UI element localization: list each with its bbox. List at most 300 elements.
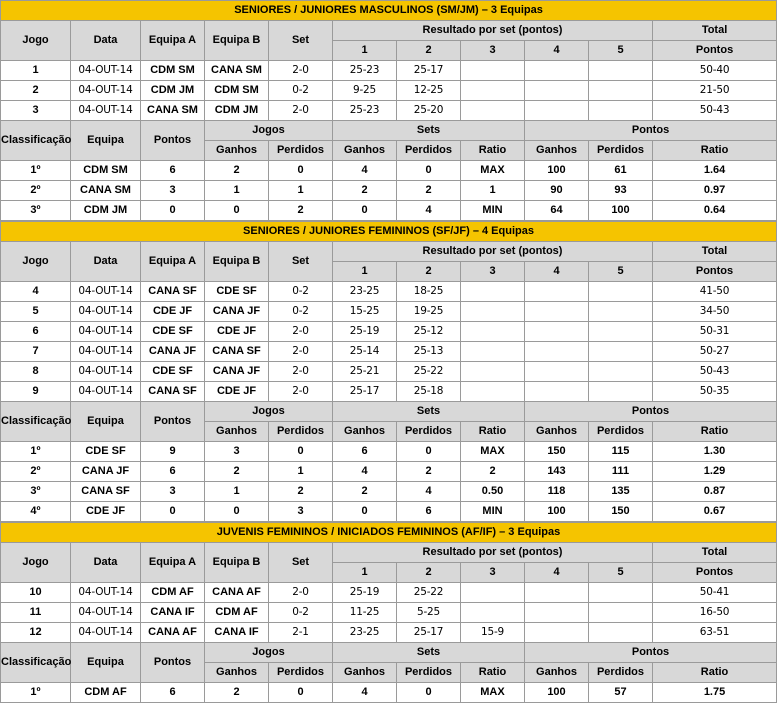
col-set-s4: 4 [525,262,589,282]
col-pontos-ganhos: Ganhos [525,422,589,442]
game-total: 50-40 [653,61,777,81]
game-score-s5 [589,362,653,382]
standing-pontos-ratio: 1.64 [653,161,777,181]
standing-sets-ganhos: 4 [333,161,397,181]
col-classificacao: Classificação [1,121,71,161]
game-total: 50-27 [653,342,777,362]
col-total: Total [653,242,777,262]
game-jogo: 5 [1,302,71,322]
section-title-row [1,523,777,543]
game-score-s1: 25-21 [333,362,397,382]
game-score-s3 [461,81,525,101]
standing-sets-perdidos: 0 [397,683,461,703]
standing-pontos-ganhos: 143 [525,462,589,482]
col-set-s3: 3 [461,563,525,583]
col-pontos-group: Pontos [525,402,777,422]
standing-pos: 1º [1,683,71,703]
game-score-s1: 11-25 [333,603,397,623]
game-score-s2: 18-25 [397,282,461,302]
col-pontos-group: Pontos [525,643,777,663]
game-set: 2-0 [269,583,333,603]
col-set-s5: 5 [589,563,653,583]
standing-row [1,482,777,502]
standing-pos: 1º [1,442,71,462]
col-jogos-ganhos: Ganhos [205,141,269,161]
game-equipa-a: CANA AF [141,623,205,643]
standing-row [1,502,777,522]
game-total: 21-50 [653,81,777,101]
col-pontos: Pontos [653,563,777,583]
standing-pontos-ratio: 1.30 [653,442,777,462]
standing-pontos: 3 [141,181,205,201]
game-equipa-a: CDM JM [141,81,205,101]
game-row [1,302,777,322]
game-equipa-a: CANA SM [141,101,205,121]
game-data: 04-OUT-14 [71,583,141,603]
game-score-s3 [461,61,525,81]
standing-pontos: 6 [141,161,205,181]
game-score-s3 [461,583,525,603]
col-set-s2: 2 [397,262,461,282]
standing-jogos-perdidos: 0 [269,683,333,703]
standing-pontos-perdidos: 100 [589,201,653,221]
col-set-s4: 4 [525,563,589,583]
game-data: 04-OUT-14 [71,362,141,382]
col-jogos: Jogos [205,643,333,663]
standing-jogos-perdidos: 1 [269,462,333,482]
col-resultado: Resultado por set (pontos) [333,242,653,262]
standing-sets-ratio: MAX [461,161,525,181]
standing-sets-perdidos: 2 [397,181,461,201]
col-pontos: Pontos [653,41,777,61]
standing-jogos-ganhos: 1 [205,181,269,201]
col-pontos-ratio: Ratio [653,422,777,442]
standing-row [1,181,777,201]
game-equipa-a: CANA JF [141,342,205,362]
col-jogos-ganhos: Ganhos [205,663,269,683]
game-score-s2: 25-12 [397,322,461,342]
standing-sets-ratio: 2 [461,462,525,482]
game-row [1,623,777,643]
game-score-s5 [589,583,653,603]
standing-equipa: CANA SF [71,482,141,502]
game-total: 50-35 [653,382,777,402]
game-score-s4 [525,322,589,342]
standing-pontos-perdidos: 111 [589,462,653,482]
standing-pontos: 6 [141,683,205,703]
col-jogos: Jogos [205,121,333,141]
game-score-s4 [525,603,589,623]
game-row [1,61,777,81]
standing-pontos: 0 [141,201,205,221]
col-set-s4: 4 [525,41,589,61]
col-equipa: Equipa [71,402,141,442]
standing-pontos-ganhos: 90 [525,181,589,201]
game-score-s4 [525,101,589,121]
game-row [1,342,777,362]
standing-sets-perdidos: 4 [397,482,461,502]
game-score-s2: 25-18 [397,382,461,402]
game-total: 50-41 [653,583,777,603]
col-jogos: Jogos [205,402,333,422]
standing-pontos-ratio: 0.97 [653,181,777,201]
game-score-s1: 15-25 [333,302,397,322]
game-row [1,583,777,603]
game-equipa-b: CANA JF [205,362,269,382]
game-set: 2-0 [269,342,333,362]
game-set: 0-2 [269,603,333,623]
game-jogo: 3 [1,101,71,121]
standing-pontos-ratio: 1.29 [653,462,777,482]
game-data: 04-OUT-14 [71,282,141,302]
standing-pontos-perdidos: 61 [589,161,653,181]
standing-row [1,442,777,462]
standing-pos: 3º [1,482,71,502]
game-score-s4 [525,362,589,382]
game-score-s3 [461,322,525,342]
col-pontos-class: Pontos [141,402,205,442]
section-table [0,221,777,522]
col-sets-ganhos: Ganhos [333,663,397,683]
game-score-s1: 25-14 [333,342,397,362]
col-sets-ratio: Ratio [461,422,525,442]
col-set-s1: 1 [333,262,397,282]
game-equipa-a: CDE SF [141,362,205,382]
game-score-s1: 25-23 [333,101,397,121]
standings-header-row [1,121,777,141]
standing-sets-ratio: MIN [461,201,525,221]
col-equipa-a: Equipa A [141,242,205,282]
standing-jogos-ganhos: 3 [205,442,269,462]
col-resultado: Resultado por set (pontos) [333,543,653,563]
standing-sets-ratio: 1 [461,181,525,201]
col-pontos-ratio: Ratio [653,141,777,161]
standing-pontos-ganhos: 100 [525,161,589,181]
game-row [1,603,777,623]
game-score-s5 [589,322,653,342]
game-score-s4 [525,342,589,362]
game-jogo: 1 [1,61,71,81]
game-set: 0-2 [269,81,333,101]
col-set-s3: 3 [461,41,525,61]
col-jogos-perdidos: Perdidos [269,663,333,683]
game-jogo: 4 [1,282,71,302]
section-title: SENIORES / JUNIORES MASCULINOS (SM/JM) – 3 Equipas [1,1,777,21]
col-sets: Sets [333,643,525,663]
col-set-s3: 3 [461,262,525,282]
game-jogo: 9 [1,382,71,402]
standing-sets-ganhos: 4 [333,683,397,703]
game-score-s5 [589,382,653,402]
standing-pos: 3º [1,201,71,221]
game-jogo: 12 [1,623,71,643]
standing-pontos-perdidos: 93 [589,181,653,201]
game-score-s4 [525,282,589,302]
game-equipa-a: CDE SF [141,322,205,342]
col-equipa: Equipa [71,643,141,683]
col-pontos-perdidos: Perdidos [589,141,653,161]
game-score-s3 [461,362,525,382]
col-sets: Sets [333,402,525,422]
game-jogo: 8 [1,362,71,382]
game-equipa-a: CDE JF [141,302,205,322]
standing-pos: 1º [1,161,71,181]
section-title: SENIORES / JUNIORES FEMININOS (SF/JF) – 4 Equipas [1,222,777,242]
game-set: 0-2 [269,282,333,302]
game-equipa-b: CDM JM [205,101,269,121]
game-score-s1: 25-23 [333,61,397,81]
standing-jogos-perdidos: 0 [269,161,333,181]
col-total: Total [653,543,777,563]
game-equipa-a: CANA IF [141,603,205,623]
game-total: 34-50 [653,302,777,322]
col-pontos-class: Pontos [141,643,205,683]
col-data: Data [71,242,141,282]
game-set: 2-0 [269,61,333,81]
col-jogos-perdidos: Perdidos [269,422,333,442]
standing-sets-ratio: MAX [461,442,525,462]
standing-equipa: CDE SF [71,442,141,462]
game-score-s2: 25-20 [397,101,461,121]
section-table [0,522,777,703]
game-data: 04-OUT-14 [71,302,141,322]
col-sets-ganhos: Ganhos [333,422,397,442]
standing-sets-perdidos: 6 [397,502,461,522]
game-data: 04-OUT-14 [71,623,141,643]
game-equipa-b: CDE SF [205,282,269,302]
standing-pontos-ratio: 0.67 [653,502,777,522]
game-total: 41-50 [653,282,777,302]
game-row [1,81,777,101]
standing-sets-ratio: 0.50 [461,482,525,502]
col-set-s1: 1 [333,563,397,583]
game-row [1,101,777,121]
game-set: 2-0 [269,362,333,382]
standing-jogos-perdidos: 2 [269,201,333,221]
col-set-s2: 2 [397,563,461,583]
col-classificacao: Classificação [1,643,71,683]
game-set: 2-0 [269,322,333,342]
col-set-s1: 1 [333,41,397,61]
col-sets-perdidos: Perdidos [397,422,461,442]
standing-row [1,462,777,482]
game-equipa-b: CDE JF [205,322,269,342]
col-equipa-a: Equipa A [141,543,205,583]
standing-pos: 2º [1,181,71,201]
col-jogo: Jogo [1,21,71,61]
game-set: 2-0 [269,382,333,402]
standing-row [1,161,777,181]
col-data: Data [71,543,141,583]
col-set-s2: 2 [397,41,461,61]
game-total: 16-50 [653,603,777,623]
col-sets-ratio: Ratio [461,663,525,683]
col-pontos-ratio: Ratio [653,663,777,683]
col-total: Total [653,21,777,41]
game-equipa-b: CANA SF [205,342,269,362]
game-score-s4 [525,583,589,603]
standing-sets-perdidos: 2 [397,462,461,482]
game-total: 63-51 [653,623,777,643]
standing-pontos-ganhos: 118 [525,482,589,502]
game-score-s3: 15-9 [461,623,525,643]
standing-equipa: CANA JF [71,462,141,482]
game-score-s4 [525,81,589,101]
standing-sets-ganhos: 4 [333,462,397,482]
col-resultado: Resultado por set (pontos) [333,21,653,41]
game-score-s4 [525,623,589,643]
games-header-row [1,21,777,41]
standing-jogos-ganhos: 0 [205,502,269,522]
game-score-s4 [525,61,589,81]
standing-pontos: 6 [141,462,205,482]
game-row [1,282,777,302]
standing-equipa: CDM SM [71,161,141,181]
standing-pontos-perdidos: 150 [589,502,653,522]
game-score-s1: 25-19 [333,583,397,603]
game-data: 04-OUT-14 [71,382,141,402]
standing-sets-ganhos: 2 [333,181,397,201]
game-score-s5 [589,342,653,362]
standing-sets-ganhos: 0 [333,201,397,221]
col-set: Set [269,242,333,282]
standing-pontos-ganhos: 100 [525,683,589,703]
game-equipa-b: CANA SM [205,61,269,81]
standing-sets-ratio: MAX [461,683,525,703]
col-jogo: Jogo [1,543,71,583]
col-set-s5: 5 [589,41,653,61]
game-score-s5 [589,603,653,623]
section-title: JUVENIS FEMININOS / INICIADOS FEMININOS (AF/IF) – 3 Equipas [1,523,777,543]
standing-pontos-perdidos: 135 [589,482,653,502]
game-score-s4 [525,382,589,402]
game-score-s2: 5-25 [397,603,461,623]
game-score-s3 [461,382,525,402]
standings-header-row [1,402,777,422]
standing-equipa: CDM AF [71,683,141,703]
game-score-s5 [589,302,653,322]
game-set: 2-0 [269,101,333,121]
standing-pontos-ratio: 0.87 [653,482,777,502]
standing-sets-ganhos: 0 [333,502,397,522]
col-sets-perdidos: Perdidos [397,663,461,683]
col-equipa-b: Equipa B [205,543,269,583]
game-score-s3 [461,603,525,623]
game-score-s5 [589,81,653,101]
standing-jogos-perdidos: 3 [269,502,333,522]
col-jogos-perdidos: Perdidos [269,141,333,161]
standing-pontos: 0 [141,502,205,522]
game-data: 04-OUT-14 [71,603,141,623]
col-set-s5: 5 [589,262,653,282]
game-jogo: 7 [1,342,71,362]
game-score-s1: 9-25 [333,81,397,101]
game-equipa-b: CANA AF [205,583,269,603]
standing-pontos-ratio: 0.64 [653,201,777,221]
standing-pontos-ganhos: 100 [525,502,589,522]
standing-jogos-ganhos: 2 [205,462,269,482]
game-equipa-a: CDM AF [141,583,205,603]
game-data: 04-OUT-14 [71,61,141,81]
game-jogo: 10 [1,583,71,603]
col-jogo: Jogo [1,242,71,282]
col-classificacao: Classificação [1,402,71,442]
game-score-s4 [525,302,589,322]
standing-jogos-ganhos: 1 [205,482,269,502]
game-equipa-b: CANA JF [205,302,269,322]
col-sets-ganhos: Ganhos [333,141,397,161]
col-pontos-perdidos: Perdidos [589,422,653,442]
standing-sets-ganhos: 2 [333,482,397,502]
standing-equipa: CDE JF [71,502,141,522]
standing-jogos-ganhos: 2 [205,161,269,181]
game-score-s2: 25-17 [397,623,461,643]
game-score-s2: 25-22 [397,583,461,603]
section-title-row [1,1,777,21]
standing-equipa: CDM JM [71,201,141,221]
game-jogo: 6 [1,322,71,342]
section-title-row [1,222,777,242]
game-jogo: 2 [1,81,71,101]
game-score-s3 [461,101,525,121]
game-row [1,362,777,382]
col-pontos-class: Pontos [141,121,205,161]
standing-jogos-ganhos: 0 [205,201,269,221]
game-score-s5 [589,101,653,121]
col-pontos-ganhos: Ganhos [525,141,589,161]
col-sets: Sets [333,121,525,141]
game-score-s1: 25-19 [333,322,397,342]
game-score-s2: 19-25 [397,302,461,322]
section-table [0,0,777,221]
game-score-s3 [461,342,525,362]
game-equipa-b: CDM AF [205,603,269,623]
games-header-row [1,543,777,563]
standing-pontos-ganhos: 150 [525,442,589,462]
game-equipa-b: CDE JF [205,382,269,402]
game-score-s2: 25-22 [397,362,461,382]
standing-sets-ganhos: 6 [333,442,397,462]
game-set: 0-2 [269,302,333,322]
col-equipa-b: Equipa B [205,242,269,282]
game-equipa-a: CANA SF [141,282,205,302]
standing-pos: 4º [1,502,71,522]
game-total: 50-43 [653,101,777,121]
standing-sets-perdidos: 4 [397,201,461,221]
standing-jogos-perdidos: 1 [269,181,333,201]
standing-pontos-perdidos: 57 [589,683,653,703]
game-score-s5 [589,61,653,81]
col-equipa-a: Equipa A [141,21,205,61]
game-jogo: 11 [1,603,71,623]
standing-sets-perdidos: 0 [397,442,461,462]
game-score-s5 [589,282,653,302]
game-score-s3 [461,282,525,302]
game-set: 2-1 [269,623,333,643]
game-row [1,382,777,402]
game-score-s2: 25-13 [397,342,461,362]
col-equipa: Equipa [71,121,141,161]
col-pontos: Pontos [653,262,777,282]
col-set: Set [269,543,333,583]
standing-row [1,201,777,221]
game-data: 04-OUT-14 [71,322,141,342]
col-pontos-ganhos: Ganhos [525,663,589,683]
col-set: Set [269,21,333,61]
standing-pos: 2º [1,462,71,482]
standing-row [1,683,777,703]
game-equipa-b: CDM SM [205,81,269,101]
